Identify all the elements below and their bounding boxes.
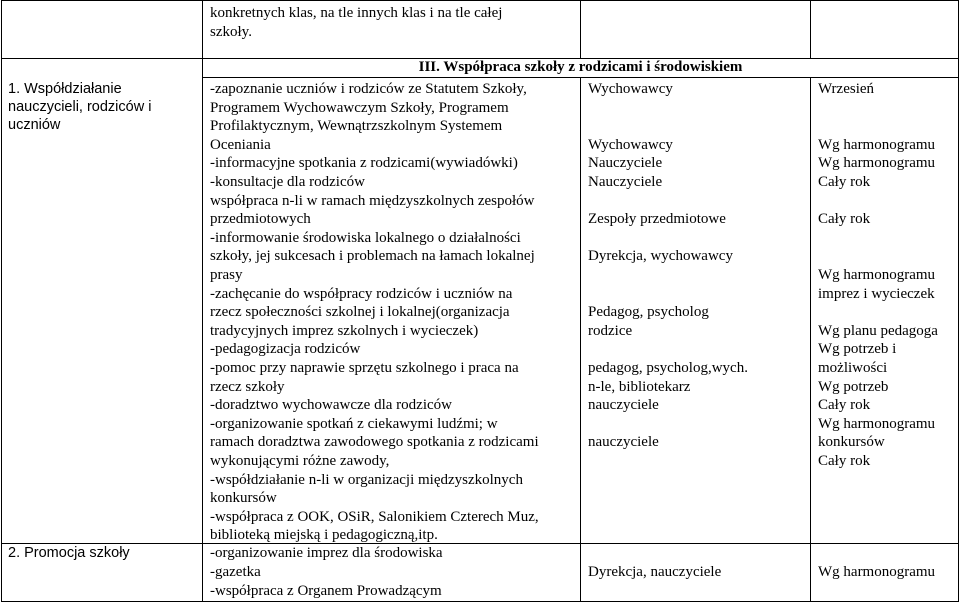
task-line: -organizowanie imprez dla środowiska bbox=[210, 545, 443, 561]
deadline-line: możliwości bbox=[818, 360, 888, 376]
deadline-line: Wg harmonogramu bbox=[818, 136, 936, 153]
area-line: uczniów bbox=[8, 117, 61, 133]
task-line: ramach doradztwa zawodowego spotkania z rodzicami bbox=[210, 434, 539, 451]
task-line: -pomoc przy naprawie sprzętu szkolnego i praca na bbox=[210, 360, 519, 376]
grid-line bbox=[580, 77, 581, 602]
deadline-line: Cały rok bbox=[818, 174, 871, 190]
task-line: -doradztwo wychowawcze dla rodziców bbox=[210, 397, 452, 414]
deadline-line: Wg potrzeb bbox=[818, 378, 889, 395]
grid-line bbox=[580, 0, 581, 59]
task-line: rzecz społeczności szkolnej i lokalnej(organizacja bbox=[210, 304, 510, 321]
task-line: współpraca n-li w ramach międzyszkolnych zespołów bbox=[210, 192, 535, 209]
task-line: -organizowanie spotkań z ciekawymi ludźmi; w bbox=[210, 415, 498, 432]
task-line: Programem Wychowawczym Szkoły, Programem bbox=[210, 99, 509, 116]
task-line: -informacyjne spotkania z rodzicami(wywiadówki) bbox=[210, 155, 518, 172]
area-cell-2: 2. Promocja szkoły bbox=[8, 545, 130, 561]
responsible-cell-2: Dyrekcja, nauczyciele bbox=[588, 564, 722, 580]
task-line: -współpraca z Organem Prowadzącym bbox=[210, 583, 442, 599]
deadline-line: Wg potrzeb i bbox=[818, 341, 897, 358]
deadline-line: konkursów bbox=[818, 434, 885, 451]
task-line: -gazetka bbox=[210, 564, 261, 580]
area-line: 1. Współdziałanie bbox=[8, 81, 122, 97]
task-line: rzecz szkoły bbox=[210, 378, 285, 395]
responsible-line: Wychowawcy bbox=[588, 136, 673, 153]
responsible-line: Pedagog, psycholog bbox=[588, 304, 709, 321]
deadline-line: Cały rok bbox=[818, 453, 871, 469]
deadline-cell-2: Wg harmonogramu bbox=[818, 564, 936, 580]
responsible-line: Nauczyciele bbox=[588, 174, 663, 190]
responsible-line: Dyrekcja, wychowawcy bbox=[588, 248, 733, 265]
task-line: -konsultacje dla rodziców bbox=[210, 174, 365, 190]
grid-line bbox=[1, 0, 2, 602]
task-line: biblioteką miejską i pedagogiczną,itp. bbox=[210, 527, 438, 544]
task-line: wykonującymi różne zawody, bbox=[210, 453, 390, 469]
grid-line bbox=[958, 0, 959, 602]
deadline-line: Cały rok bbox=[818, 397, 871, 414]
grid-line bbox=[1, 0, 959, 1]
deadline-line: Wg harmonogramu bbox=[818, 415, 936, 432]
deadline-line: Wrzesień bbox=[818, 81, 875, 97]
responsible-line: nauczyciele bbox=[588, 434, 659, 451]
responsible-line: n-le, bibliotekarz bbox=[588, 378, 691, 395]
grid-line bbox=[202, 0, 203, 602]
responsible-line: rodzice bbox=[588, 322, 633, 339]
grid-line bbox=[1, 601, 959, 602]
task-line: -zapoznanie uczniów i rodziców ze Statutem Szkoły, bbox=[210, 81, 527, 97]
task-line: prasy bbox=[210, 267, 243, 283]
responsible-line: pedagog, psycholog,wych. bbox=[588, 360, 748, 376]
task-line: -pedagogizacja rodziców bbox=[210, 341, 361, 358]
task-line: Profilaktycznym, Wewnątrzszkolnym Systemem bbox=[210, 118, 503, 135]
task-line: szkoły, jej sukcesach i problemach na łamach lokalnej bbox=[210, 248, 535, 265]
deadline-line: Wg planu pedagoga bbox=[818, 322, 938, 339]
responsible-line: Wychowawcy bbox=[588, 81, 673, 97]
deadline-line: Wg harmonogramu bbox=[818, 155, 936, 172]
task-line: konkursów bbox=[210, 490, 277, 507]
task-line: Oceniania bbox=[210, 136, 271, 153]
grid-line bbox=[1, 543, 959, 544]
deadline-line: Wg harmonogramu bbox=[818, 267, 936, 283]
task-line: -informowanie środowiska lokalnego o działalności bbox=[210, 229, 521, 246]
responsible-line: Nauczyciele bbox=[588, 155, 663, 172]
task-line: przedmiotowych bbox=[210, 211, 311, 228]
section-header: III. Współpraca szkoły z rodzicami i środowiskiem bbox=[418, 59, 743, 75]
grid-line bbox=[810, 77, 811, 602]
task-line: -współpraca z OOK, OSiR, Salonikiem Czterech Muz, bbox=[210, 508, 539, 525]
task-line: -współdziałanie n-li w organizacji międzyszkolnych bbox=[210, 471, 523, 488]
task-line: -zachęcanie do współpracy rodziców i uczniów na bbox=[210, 285, 513, 302]
responsible-line: Zespoły przedmiotowe bbox=[588, 211, 726, 228]
deadline-line: imprez i wycieczek bbox=[818, 285, 935, 302]
grid-line bbox=[810, 0, 811, 59]
responsible-line: nauczyciele bbox=[588, 397, 659, 414]
area-line: nauczycieli, rodziców i bbox=[8, 99, 152, 115]
deadline-line: Cały rok bbox=[818, 211, 871, 228]
top-row-line: konkretnych klas, na tle innych klas i na tle całej bbox=[210, 5, 503, 21]
top-row-line: szkoły. bbox=[210, 24, 252, 40]
task-line: tradycyjnych imprez szkolnych i wycieczek) bbox=[210, 322, 479, 339]
